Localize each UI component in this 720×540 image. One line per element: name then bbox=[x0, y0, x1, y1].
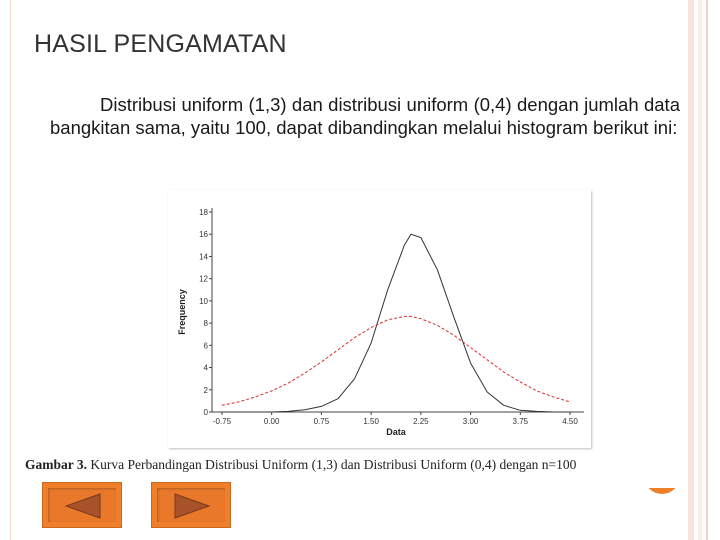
y-axis-label: Frequency bbox=[177, 289, 187, 335]
series-line-dashed bbox=[222, 316, 570, 405]
caption-text: Kurva Perbandingan Distribusi Uniform (1,3) dan Distribusi Uniform (0,4) dengan n=100 bbox=[90, 457, 577, 472]
x-tick-label: 0.75 bbox=[313, 417, 330, 426]
x-tick-label: 3.75 bbox=[512, 417, 529, 426]
triangle-left-icon bbox=[43, 483, 123, 529]
series-line-solid bbox=[222, 234, 570, 412]
y-tick-label: 12 bbox=[199, 274, 208, 284]
x-axis-label: Data bbox=[386, 427, 406, 437]
x-ticks bbox=[213, 412, 579, 426]
series-lines bbox=[222, 234, 570, 412]
y-tick-label: 8 bbox=[203, 319, 208, 329]
slide-title: HASIL PENGAMATAN bbox=[34, 30, 287, 58]
x-tick-label: 2.25 bbox=[413, 417, 429, 426]
y-ticks bbox=[199, 208, 212, 417]
y-tick-label: 0 bbox=[203, 408, 208, 417]
x-tick-label: 0.00 bbox=[263, 417, 280, 426]
chart-svg bbox=[168, 190, 591, 448]
triangle-right-icon bbox=[152, 483, 232, 529]
x-tick-label: -0.75 bbox=[212, 417, 232, 426]
x-tick-label: 1.50 bbox=[363, 417, 379, 426]
x-tick-label: 3.00 bbox=[462, 417, 479, 426]
body-paragraph: Distribusi uniform (1,3) dan distribusi uniform (0,4) dengan jumlah data bangkitan sama, yaitu 100, dapat dibandingkan melalui histogram berikut ini: bbox=[50, 94, 680, 138]
next-slide-button[interactable] bbox=[151, 482, 231, 528]
chart-panel bbox=[168, 190, 591, 448]
y-tick-label: 4 bbox=[203, 363, 208, 373]
y-tick-label: 10 bbox=[199, 296, 208, 306]
y-tick-label: 18 bbox=[199, 208, 208, 217]
y-tick-label: 16 bbox=[199, 230, 208, 240]
chart-axes bbox=[212, 208, 584, 412]
caption-label: Gambar 3. bbox=[25, 457, 88, 472]
figure-caption bbox=[25, 457, 576, 473]
previous-slide-button[interactable] bbox=[42, 482, 122, 528]
right-decoration bbox=[688, 0, 720, 540]
y-tick-label: 14 bbox=[199, 252, 208, 262]
page-circle-cover bbox=[636, 450, 688, 488]
y-tick-label: 6 bbox=[203, 341, 208, 351]
left-rule bbox=[10, 0, 11, 540]
x-tick-label: 4.50 bbox=[562, 417, 578, 426]
y-tick-label: 2 bbox=[203, 385, 208, 395]
